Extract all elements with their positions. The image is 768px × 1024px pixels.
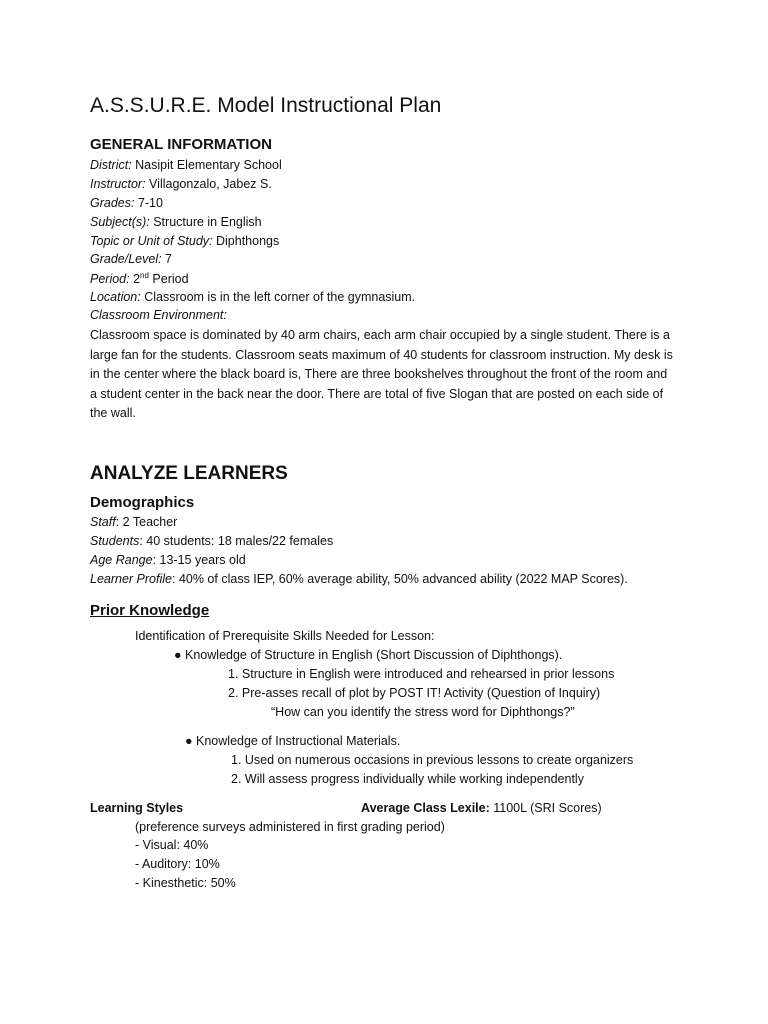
- topic-label: Topic or Unit of Study:: [90, 234, 213, 248]
- subject-value: Structure in English: [149, 215, 262, 229]
- age-range-line: [90, 553, 246, 567]
- grade-level-line: [90, 252, 172, 266]
- instructor-label: Instructor:: [90, 177, 146, 191]
- staff-label: Staff: [90, 515, 116, 529]
- average-lexile-value: 1100L (SRI Scores): [489, 801, 602, 815]
- prior-knowledge-heading: Prior Knowledge: [90, 602, 210, 619]
- auditory-style: - Auditory: 10%: [135, 857, 220, 871]
- learner-profile-line: [90, 572, 628, 586]
- location-line: [90, 290, 415, 304]
- grades-line: [90, 196, 163, 210]
- bullet-instructional-materials: ● Knowledge of Instructional Materials.: [185, 734, 401, 748]
- preference-surveys-note: (preference surveys administered in first grading period): [135, 820, 445, 834]
- period-line: [90, 271, 189, 286]
- staff-line: [90, 515, 177, 529]
- subject-line: [90, 215, 262, 229]
- topic-line: [90, 234, 279, 248]
- location-value: Classroom is in the left corner of the gymnasium.: [140, 290, 416, 304]
- average-lexile-line: [361, 801, 602, 815]
- grade-level-label: Grade/Level:: [90, 252, 162, 266]
- instructor-value: Villagonzalo, Jabez S.: [145, 177, 272, 191]
- age-range-label: Age Range: [90, 553, 153, 567]
- grade-level-value: 7: [161, 252, 173, 266]
- bullet1-item1: 1. Structure in English were introduced and rehearsed in prior lessons: [228, 667, 615, 681]
- staff-value: : 2 Teacher: [115, 515, 178, 529]
- district-line: [90, 158, 282, 172]
- bullet1-item2: 2. Pre-asses recall of plot by POST IT! Activity (Question of Inquiry): [228, 686, 601, 700]
- learning-styles-title: Learning Styles: [90, 801, 184, 815]
- subject-label: Subject(s):: [90, 215, 150, 229]
- period-superscript: nd: [140, 271, 149, 280]
- visual-style: - Visual: 40%: [135, 838, 209, 852]
- bullet2-item2: 2. Will assess progress individually while working independently: [231, 772, 584, 786]
- instructor-line: [90, 177, 272, 191]
- document-title: A.S.S.U.R.E. Model Instructional Plan: [90, 94, 442, 117]
- environment-paragraph: Classroom space is dominated by 40 arm chairs, each arm chair occupied by a single student. There is a large fan for the students. Classroom seats maximum of 40 students for classroom instruction. My desk is in the center where the black board is, There are three bookshelves throughout the front of the room and a student center in the back near the door. There are total of five Slogan that are posted on each side of the wall.: [90, 328, 673, 421]
- grades-label: Grades:: [90, 196, 135, 210]
- students-line: [90, 534, 333, 548]
- learner-profile-value: : 40% of class IEP, 60% average ability, 50% advanced ability (2022 MAP Scores).: [172, 572, 628, 586]
- students-label: Students: [90, 534, 140, 548]
- topic-value: Diphthongs: [212, 234, 280, 248]
- students-value: : 40 students: 18 males/22 females: [139, 534, 334, 548]
- demographics-heading: Demographics: [90, 494, 195, 511]
- period-word: Period: [148, 272, 189, 287]
- average-lexile-label: Average Class Lexile:: [361, 801, 490, 815]
- period-number: 2: [129, 272, 141, 287]
- general-information-heading: GENERAL INFORMATION: [90, 136, 272, 153]
- bullet-structure-english: ● Knowledge of Structure in English (Short Discussion of Diphthongs).: [174, 648, 563, 662]
- district-value: Nasipit Elementary School: [131, 158, 282, 172]
- bullet2-item1: 1. Used on numerous occasions in previous lessons to create organizers: [231, 753, 634, 767]
- learner-profile-label: Learner Profile: [90, 572, 172, 586]
- environment-label: Classroom Environment:: [90, 308, 227, 322]
- period-label: Period:: [90, 272, 130, 287]
- environment-label-line: [90, 308, 227, 322]
- location-label: Location:: [90, 290, 141, 304]
- district-label: District:: [90, 158, 132, 172]
- inquiry-question: “How can you identify the stress word for Diphthongs?”: [271, 705, 575, 719]
- kinesthetic-style: - Kinesthetic: 50%: [135, 876, 236, 890]
- grades-value: 7-10: [134, 196, 163, 210]
- age-range-value: : 13-15 years old: [152, 553, 246, 567]
- prerequisite-skills-line: Identification of Prerequisite Skills Needed for Lesson:: [135, 629, 435, 643]
- analyze-learners-heading: ANALYZE LEARNERS: [90, 463, 288, 484]
